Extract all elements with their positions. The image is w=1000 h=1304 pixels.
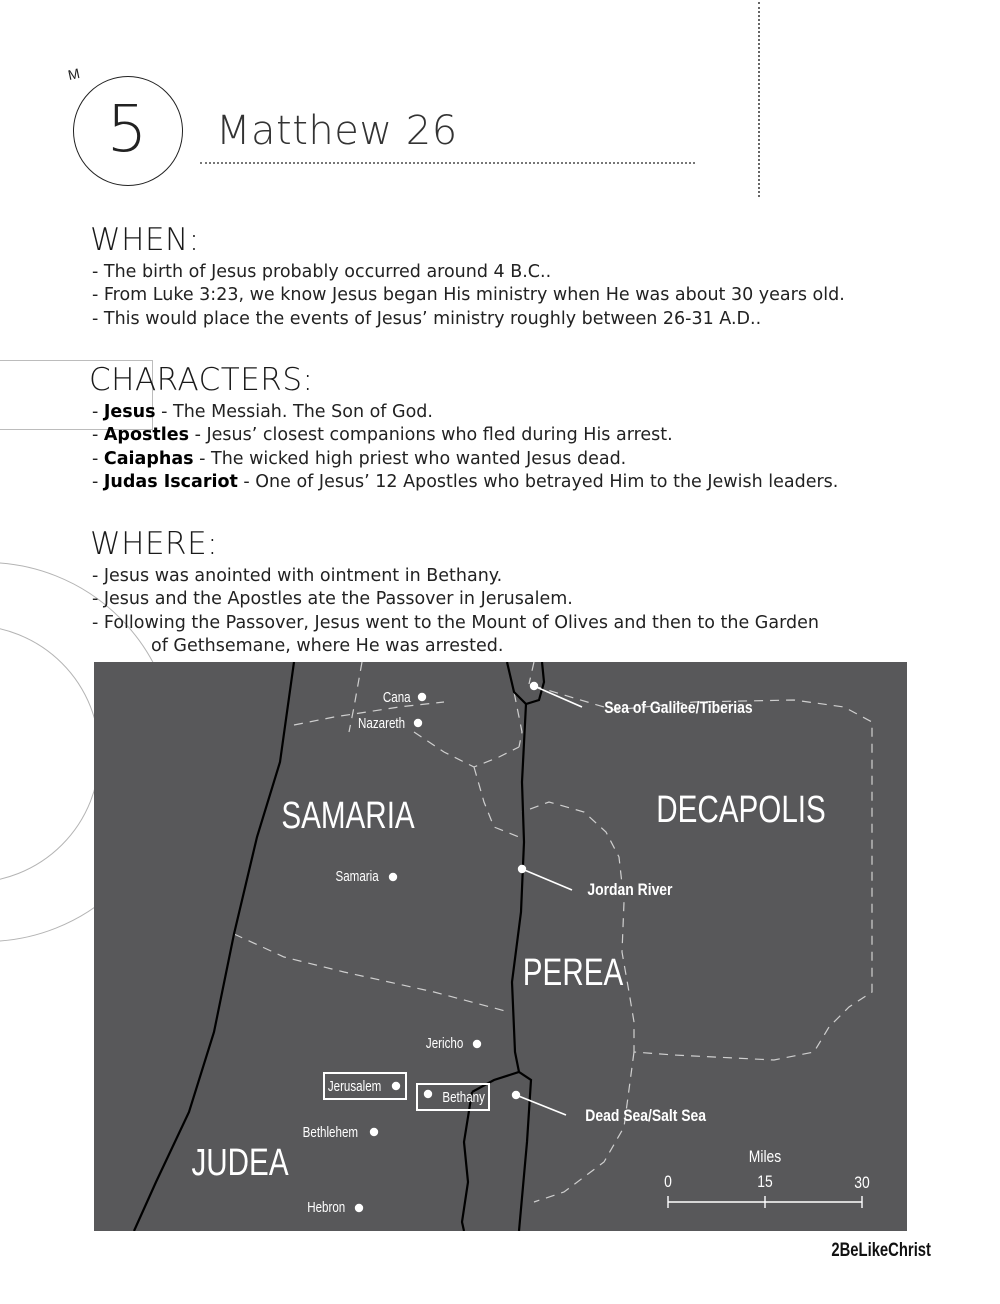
city-label: Bethlehem — [302, 1123, 359, 1141]
character-description: - One of Jesus’ 12 Apostles who betrayed Him to the Jewish leaders. — [237, 472, 839, 493]
city-marker-dot — [389, 873, 397, 881]
brand-footer: 2BeLikeChrist — [831, 1240, 931, 1261]
city-label: Jericho — [425, 1034, 464, 1052]
character-prefix: - — [92, 472, 104, 493]
where-line: - Jesus and the Apostles ate the Passover in Jerusalem. — [92, 589, 573, 610]
character-prefix: - — [92, 402, 104, 422]
character-description: - The Messiah. The Son of God. — [155, 402, 433, 422]
character-name: Judas Iscariot — [103, 472, 238, 493]
city-label: Cana — [382, 688, 411, 706]
scale-unit-label: Miles — [748, 1147, 782, 1167]
when-list — [92, 261, 845, 331]
where-line: - Following the Passover, Jesus went to the Mount of Olives and then to the Garden — [92, 612, 819, 633]
region-label-judea: JUDEA — [191, 1141, 289, 1184]
map — [94, 662, 907, 1231]
character-name: Caiaphas — [103, 448, 194, 469]
when-line: - The birth of Jesus probably occurred around 4 B.C.. — [92, 262, 552, 282]
city-label: Bethany — [442, 1088, 485, 1106]
characters-list — [92, 401, 838, 495]
when-line: - From Luke 3:23, we know Jesus began His ministry when He was about 30 years old. — [92, 285, 845, 306]
character-name: Apostles — [103, 425, 190, 446]
city-label: Hebron — [307, 1198, 346, 1216]
city-marker-dot — [392, 1082, 400, 1090]
feature-label: Sea of Galilee/Tiberias — [604, 698, 753, 718]
character-prefix: - — [92, 448, 104, 469]
where-heading: WHERE: — [90, 526, 219, 562]
feature-label: Dead Sea/Salt Sea — [585, 1106, 707, 1126]
scale-tick-label: 30 — [854, 1173, 870, 1193]
where-line: of Gethsemane, where He was arrested. — [151, 636, 504, 657]
city-label: Nazareth — [358, 714, 406, 732]
character-prefix: - — [92, 425, 104, 446]
where-list — [92, 565, 819, 659]
vertical-dotted-rule — [758, 2, 760, 197]
city-marker-dot — [418, 693, 426, 701]
character-item — [92, 448, 838, 471]
region-label-perea: PEREA — [522, 951, 624, 994]
city-marker-dot — [473, 1040, 481, 1048]
title-dotted-rule — [200, 162, 695, 164]
city-marker-dot — [355, 1204, 363, 1212]
characters-heading: CHARACTERS: — [89, 362, 314, 398]
city-marker-dot — [370, 1128, 378, 1136]
decorative-arc-inner — [0, 625, 100, 883]
character-item — [92, 401, 838, 424]
character-item — [92, 424, 838, 447]
region-label-samaria: SAMARIA — [281, 794, 415, 837]
chapter-title: Matthew 26 — [216, 108, 458, 154]
character-item — [92, 471, 838, 494]
day-number: 5 — [106, 93, 148, 167]
character-description: - Jesus’ closest companions who fled during His arrest. — [189, 425, 673, 446]
character-name: Jesus — [103, 402, 156, 422]
city-label: Jerusalem — [327, 1077, 382, 1095]
city-marker-dot — [424, 1090, 432, 1098]
city-marker-dot — [414, 719, 422, 727]
scale-tick-label: 15 — [757, 1172, 773, 1192]
day-letter: M — [66, 64, 82, 84]
feature-label: Jordan River — [587, 880, 673, 900]
character-description: - The wicked high priest who wanted Jesus dead. — [193, 448, 627, 469]
scale-tick-label: 0 — [664, 1172, 672, 1192]
where-line: - Jesus was anointed with ointment in Bethany. — [92, 566, 503, 586]
when-heading: WHEN: — [90, 222, 200, 258]
city-label: Samaria — [335, 867, 379, 885]
when-line: - This would place the events of Jesus’ ministry roughly between 26-31 A.D.. — [92, 308, 762, 329]
region-label-decapolis: DECAPOLIS — [656, 788, 826, 831]
